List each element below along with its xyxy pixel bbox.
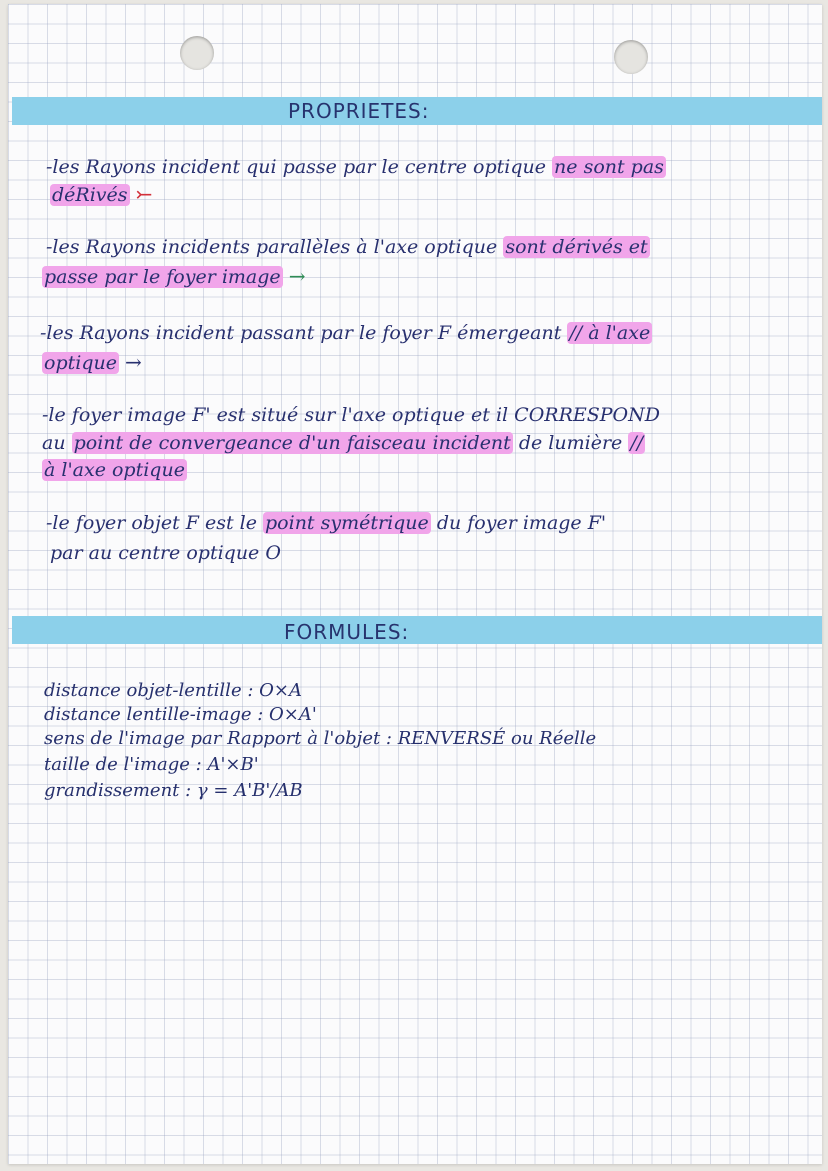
formula-distance-objet: distance objet-lentille : O×A — [44, 680, 302, 701]
prop4-line1: -le foyer image F' est situé sur l'axe optique et il CORRESPOND — [42, 404, 660, 426]
prop3-highlight: // à l'axe — [569, 322, 651, 344]
formula-distance-image: distance lentille-image : O×A' — [44, 704, 317, 725]
formula-grandissement: grandissement : γ = A'B'/AB — [44, 780, 303, 801]
prop2-line1 — [46, 236, 650, 258]
prop5-line2: par au centre optique O — [50, 542, 281, 564]
arrow-right-icon: → — [125, 350, 142, 374]
prop2-highlight-2: passe par le foyer image — [44, 266, 281, 288]
prop4-highlight-parallel: // — [630, 432, 644, 454]
prop3-line2 — [42, 350, 142, 374]
binder-hole-right — [614, 40, 648, 74]
prop4-highlight: point de convergeance d'un faisceau incident — [73, 432, 511, 454]
binder-hole-left — [180, 36, 214, 70]
prop4-line3 — [42, 459, 187, 481]
prop5-line1: -le foyer objet F est le point symétrique du foyer image F' — [46, 512, 607, 534]
prop5-highlight: point symétrique — [265, 512, 429, 534]
heading-formules: FORMULES: — [284, 620, 410, 644]
heading-band-formules — [12, 616, 822, 644]
formula-sens-image: sens de l'image par Rapport à l'objet : RENVERSÉ ou Réelle — [44, 728, 597, 749]
prop2-line2 — [42, 264, 305, 288]
prop1-highlight: ne sont pas — [554, 156, 664, 178]
prop2-highlight: sont dérivés et — [505, 236, 648, 258]
prop1-highlight-2: déRivés — [52, 184, 128, 206]
prop2-text: -les Rayons incidents parallèles à l'axe optique — [46, 236, 504, 258]
arrow-right-icon: → — [288, 264, 306, 288]
prop3-text: -les Rayons incident passant par le foyer F émergeant — [40, 322, 568, 344]
prop3-highlight-2: optique — [44, 352, 117, 374]
prop4-highlight-2: à l'axe optique — [44, 459, 185, 481]
arrow-crossed-icon: ⤚ — [135, 182, 153, 206]
prop4-line2: au point de convergeance d'un faisceau incident de lumière // — [42, 432, 644, 454]
prop1-line1 — [46, 156, 666, 178]
prop1-line2 — [50, 182, 152, 206]
prop3-line1 — [40, 322, 652, 344]
grid-paper-sheet — [8, 4, 822, 1164]
heading-proprietes: PROPRIETES: — [288, 99, 430, 123]
formula-taille-image: taille de l'image : A'×B' — [44, 754, 259, 775]
prop1-text: -les Rayons incident qui passe par le centre optique — [46, 156, 553, 178]
